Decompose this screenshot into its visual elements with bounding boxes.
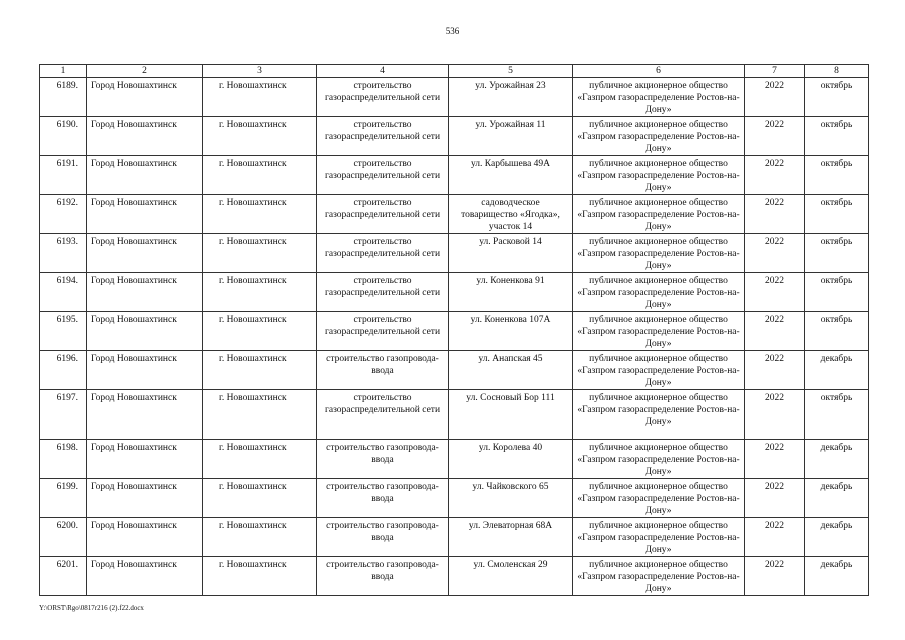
row-work-type: строительство газораспределительной сети	[317, 390, 449, 440]
row-number: 6196.	[40, 351, 87, 390]
row-organization: публичное акционерное общество «Газпром газораспределение Ростов-на-Дону»	[573, 479, 745, 518]
row-district: Город Новошахтинск	[87, 78, 203, 117]
data-table	[39, 64, 869, 596]
row-district: Город Новошахтинск	[87, 117, 203, 156]
table-row	[40, 479, 869, 518]
row-month: декабрь	[805, 557, 869, 596]
row-locality: г. Новошахтинск	[203, 518, 317, 557]
row-address: ул. Урожайная 11	[449, 117, 573, 156]
page-number: 536	[445, 26, 460, 36]
column-header: 1	[40, 65, 87, 78]
row-month: октябрь	[805, 156, 869, 195]
row-organization: публичное акционерное общество «Газпром газораспределение Ростов-на-Дону»	[573, 440, 745, 479]
row-locality: г. Новошахтинск	[203, 195, 317, 234]
column-header: 7	[745, 65, 805, 78]
footer-file-path: Y:\ORST\Rgo\0817r216 (2).f22.docx	[39, 604, 144, 612]
row-address: ул. Королева 40	[449, 440, 573, 479]
row-organization: публичное акционерное общество «Газпром газораспределение Ростов-на-Дону»	[573, 557, 745, 596]
column-header: 5	[449, 65, 573, 78]
row-district: Город Новошахтинск	[87, 351, 203, 390]
row-locality: г. Новошахтинск	[203, 440, 317, 479]
row-work-type: строительство газораспределительной сети	[317, 312, 449, 351]
row-organization: публичное акционерное общество «Газпром газораспределение Ростов-на-Дону»	[573, 390, 745, 440]
column-header: 3	[203, 65, 317, 78]
row-district: Город Новошахтинск	[87, 557, 203, 596]
table-row	[40, 195, 869, 234]
row-district: Город Новошахтинск	[87, 195, 203, 234]
row-month: октябрь	[805, 195, 869, 234]
row-address: ул. Карбышева 49А	[449, 156, 573, 195]
row-work-type: строительство газопровода-ввода	[317, 557, 449, 596]
row-organization: публичное акционерное общество «Газпром газораспределение Ростов-на-Дону»	[573, 518, 745, 557]
row-work-type: строительство газораспределительной сети	[317, 195, 449, 234]
row-year: 2022	[745, 479, 805, 518]
table-row	[40, 351, 869, 390]
row-district: Город Новошахтинск	[87, 273, 203, 312]
row-month: декабрь	[805, 518, 869, 557]
row-locality: г. Новошахтинск	[203, 78, 317, 117]
column-header: 6	[573, 65, 745, 78]
row-locality: г. Новошахтинск	[203, 390, 317, 440]
row-work-type: строительство газораспределительной сети	[317, 234, 449, 273]
row-year: 2022	[745, 312, 805, 351]
row-district: Город Новошахтинск	[87, 156, 203, 195]
row-year: 2022	[745, 117, 805, 156]
row-year: 2022	[745, 518, 805, 557]
row-district: Город Новошахтинск	[87, 518, 203, 557]
row-address: ул. Сосновый Бор 111	[449, 390, 573, 440]
row-organization: публичное акционерное общество «Газпром газораспределение Ростов-на-Дону»	[573, 117, 745, 156]
row-number: 6189.	[40, 78, 87, 117]
row-year: 2022	[745, 234, 805, 273]
row-address: садоводческое товарищество «Ягодка», участок 14	[449, 195, 573, 234]
row-district: Город Новошахтинск	[87, 390, 203, 440]
row-work-type: строительство газопровода-ввода	[317, 479, 449, 518]
row-locality: г. Новошахтинск	[203, 117, 317, 156]
row-locality: г. Новошахтинск	[203, 557, 317, 596]
table-row	[40, 518, 869, 557]
row-address: ул. Элеваторная 68А	[449, 518, 573, 557]
row-work-type: строительство газопровода-ввода	[317, 351, 449, 390]
row-work-type: строительство газораспределительной сети	[317, 273, 449, 312]
row-work-type: строительство газопровода-ввода	[317, 518, 449, 557]
row-month: октябрь	[805, 390, 869, 440]
row-month: октябрь	[805, 117, 869, 156]
row-organization: публичное акционерное общество «Газпром газораспределение Ростов-на-Дону»	[573, 273, 745, 312]
row-year: 2022	[745, 390, 805, 440]
row-district: Город Новошахтинск	[87, 312, 203, 351]
row-number: 6191.	[40, 156, 87, 195]
row-year: 2022	[745, 557, 805, 596]
row-month: декабрь	[805, 351, 869, 390]
column-header: 2	[87, 65, 203, 78]
table-row	[40, 557, 869, 596]
row-month: декабрь	[805, 479, 869, 518]
row-number: 6197.	[40, 390, 87, 440]
row-organization: публичное акционерное общество «Газпром газораспределение Ростов-на-Дону»	[573, 234, 745, 273]
row-month: октябрь	[805, 234, 869, 273]
row-address: ул. Расковой 14	[449, 234, 573, 273]
row-year: 2022	[745, 78, 805, 117]
row-address: ул. Чайковского 65	[449, 479, 573, 518]
row-work-type: строительство газораспределительной сети	[317, 78, 449, 117]
row-number: 6192.	[40, 195, 87, 234]
row-work-type: строительство газораспределительной сети	[317, 117, 449, 156]
row-number: 6200.	[40, 518, 87, 557]
row-organization: публичное акционерное общество «Газпром газораспределение Ростов-на-Дону»	[573, 78, 745, 117]
row-work-type: строительство газораспределительной сети	[317, 156, 449, 195]
row-number: 6195.	[40, 312, 87, 351]
row-number: 6194.	[40, 273, 87, 312]
row-locality: г. Новошахтинск	[203, 351, 317, 390]
row-locality: г. Новошахтинск	[203, 312, 317, 351]
row-number: 6199.	[40, 479, 87, 518]
row-month: октябрь	[805, 312, 869, 351]
row-district: Город Новошахтинск	[87, 440, 203, 479]
row-month: октябрь	[805, 78, 869, 117]
row-address: ул. Урожайная 23	[449, 78, 573, 117]
row-work-type: строительство газопровода-ввода	[317, 440, 449, 479]
row-year: 2022	[745, 156, 805, 195]
row-locality: г. Новошахтинск	[203, 273, 317, 312]
table-row	[40, 440, 869, 479]
table-header-row	[40, 65, 869, 78]
row-year: 2022	[745, 440, 805, 479]
row-number: 6190.	[40, 117, 87, 156]
row-year: 2022	[745, 273, 805, 312]
row-number: 6198.	[40, 440, 87, 479]
table-row	[40, 273, 869, 312]
row-locality: г. Новошахтинск	[203, 234, 317, 273]
row-organization: публичное акционерное общество «Газпром газораспределение Ростов-на-Дону»	[573, 195, 745, 234]
column-header: 4	[317, 65, 449, 78]
row-address: ул. Анапская 45	[449, 351, 573, 390]
row-locality: г. Новошахтинск	[203, 156, 317, 195]
row-month: декабрь	[805, 440, 869, 479]
row-district: Город Новошахтинск	[87, 234, 203, 273]
row-month: октябрь	[805, 273, 869, 312]
table-row	[40, 234, 869, 273]
row-address: ул. Смоленская 29	[449, 557, 573, 596]
row-year: 2022	[745, 195, 805, 234]
column-header: 8	[805, 65, 869, 78]
table-row	[40, 390, 869, 440]
row-locality: г. Новошахтинск	[203, 479, 317, 518]
table-row	[40, 117, 869, 156]
row-address: ул. Коненкова 91	[449, 273, 573, 312]
row-organization: публичное акционерное общество «Газпром газораспределение Ростов-на-Дону»	[573, 312, 745, 351]
table-row	[40, 156, 869, 195]
row-number: 6193.	[40, 234, 87, 273]
row-district: Город Новошахтинск	[87, 479, 203, 518]
row-number: 6201.	[40, 557, 87, 596]
row-address: ул. Коненкова 107А	[449, 312, 573, 351]
row-organization: публичное акционерное общество «Газпром газораспределение Ростов-на-Дону»	[573, 351, 745, 390]
table-row	[40, 78, 869, 117]
table-row	[40, 312, 869, 351]
row-year: 2022	[745, 351, 805, 390]
row-organization: публичное акционерное общество «Газпром газораспределение Ростов-на-Дону»	[573, 156, 745, 195]
